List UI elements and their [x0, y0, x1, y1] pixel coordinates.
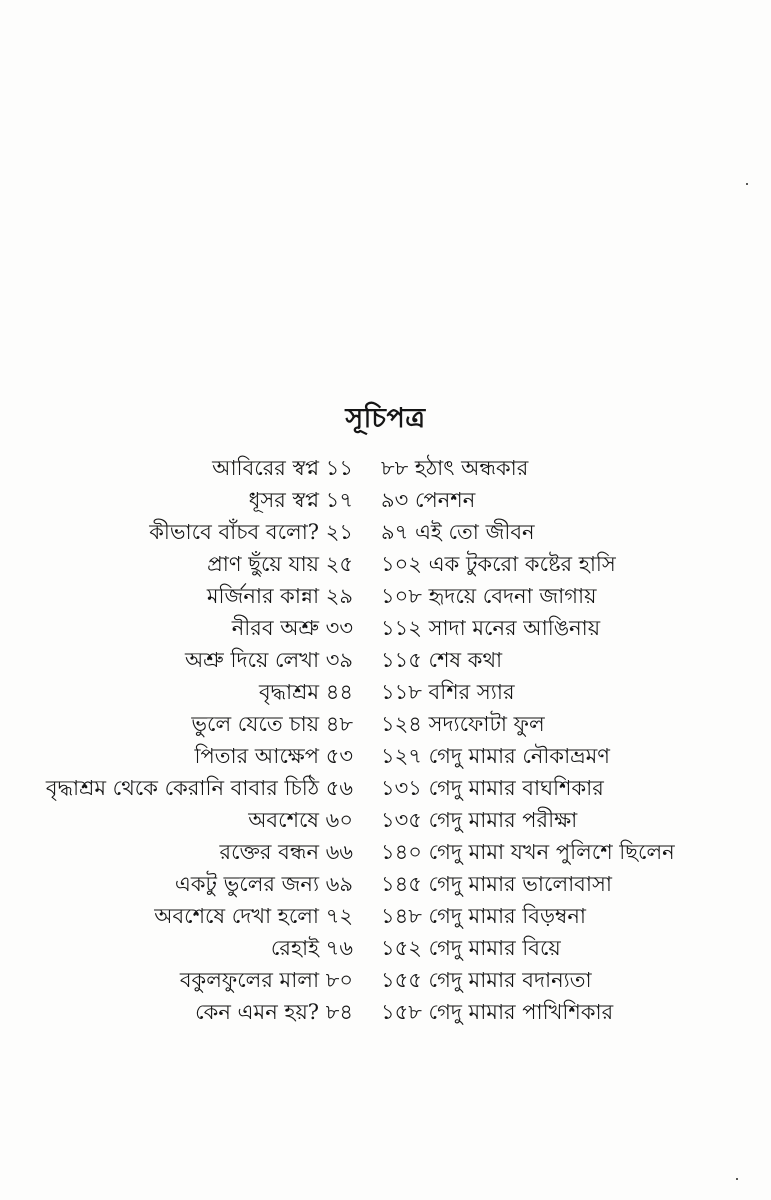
- toc-entry-right: ৮৮ হঠাৎ অন্ধকার: [381, 456, 529, 480]
- toc-row: [0, 516, 771, 548]
- toc-entry-left: অবশেষে ৬০: [248, 808, 353, 832]
- toc-entry-right: ৯৭ এই তো জীবন: [381, 520, 535, 544]
- toc-entry-left: নীরব অশ্রু ৩৩: [231, 616, 353, 640]
- toc-entry-right: ১৩৫ গেদু মামার পরীক্ষা: [381, 808, 578, 832]
- toc-entry-left: বৃদ্ধাশ্রম ৪৪: [258, 680, 353, 704]
- toc-entry-left: অশ্রু দিয়ে লেখা ৩৯: [184, 648, 353, 672]
- toc-entry-left: প্রাণ ছুঁয়ে যায় ২৫: [207, 552, 353, 576]
- toc-entry-right: ১২৭ গেদু মামার নৌকাভ্রমণ: [381, 744, 610, 768]
- toc-entry-left: অবশেষে দেখা হলো ৭২: [154, 904, 353, 928]
- toc-entry-left: কেন এমন হয়? ৮৪: [195, 1000, 353, 1024]
- toc-entry-left: পিতার আক্ষেপ ৫৩: [194, 744, 353, 768]
- toc-entry-left: মর্জিনার কান্না ২৯: [206, 584, 353, 608]
- toc-entry-left: একটু ভুলের জন্য ৬৯: [174, 872, 353, 896]
- toc-row: [0, 676, 771, 708]
- toc-entry-left: বৃদ্ধাশ্রম থেকে কেরানি বাবার চিঠি ৫৬: [45, 776, 353, 800]
- toc-entry-left: ভুলে যেতে চায় ৪৮: [191, 712, 353, 736]
- toc-row: [0, 612, 771, 644]
- toc-entry-right: ১৪০ গেদু মামা যখন পুলিশে ছিলেন: [381, 840, 675, 864]
- toc-row: [0, 548, 771, 580]
- page-title: সূচিপত্র: [345, 403, 426, 434]
- toc-entry-right: ১৫২ গেদু মামার বিয়ে: [381, 936, 561, 960]
- toc-entry-left: কীভাবে বাঁচব বলো? ২১: [149, 520, 353, 544]
- toc-row: [0, 804, 771, 836]
- toc-entry-right: ১০২ এক টুকরো কষ্টের হাসি: [381, 552, 616, 576]
- toc-row: [0, 708, 771, 740]
- toc-entry-right: ১১২ সাদা মনের আঙিনায়: [381, 616, 601, 640]
- toc-row: [0, 964, 771, 996]
- toc-entry-right: ১১৫ শেষ কথা: [381, 648, 503, 672]
- paper-speck: [746, 183, 748, 185]
- toc-entry-left: ধূসর স্বপ্ন ১৭: [248, 488, 353, 512]
- toc-entry-right: ১৪৫ গেদু মামার ভালোবাসা: [381, 872, 612, 896]
- toc-entry-left: বকুলফুলের মালা ৮০: [179, 968, 353, 992]
- toc-row: [0, 452, 771, 484]
- toc-row: [0, 644, 771, 676]
- toc-row: [0, 772, 771, 804]
- toc-row: [0, 996, 771, 1028]
- toc-entry-right: ১১৮ বশির স্যার: [381, 680, 515, 704]
- table-of-contents: [0, 452, 771, 1028]
- toc-entry-right: ১৪৮ গেদু মামার বিড়ম্বনা: [381, 904, 586, 928]
- toc-entry-right: ৯৩ পেনশন: [381, 488, 476, 512]
- toc-row: [0, 740, 771, 772]
- toc-entry-right: ১২৪ সদ্যফোটা ফুল: [381, 712, 545, 736]
- toc-entry-right: ১৫৮ গেদু মামার পাখিশিকার: [381, 1000, 614, 1024]
- toc-entry-right: ১৫৫ গেদু মামার বদান্যতা: [381, 968, 592, 992]
- toc-row: [0, 868, 771, 900]
- toc-entry-left: রেহাই ৭৬: [270, 936, 353, 960]
- toc-entry-right: ১৩১ গেদু মামার বাঘশিকার: [381, 776, 604, 800]
- toc-entry-left: আবিরের স্বপ্ন ১১: [212, 456, 353, 480]
- toc-row: [0, 932, 771, 964]
- paper-speck: [736, 1178, 738, 1180]
- toc-row: [0, 836, 771, 868]
- toc-entry-left: রক্তের বন্ধন ৬৬: [219, 840, 353, 864]
- toc-row: [0, 900, 771, 932]
- toc-row: [0, 484, 771, 516]
- toc-entry-right: ১০৮ হৃদয়ে বেদনা জাগায়: [381, 584, 597, 608]
- toc-row: [0, 580, 771, 612]
